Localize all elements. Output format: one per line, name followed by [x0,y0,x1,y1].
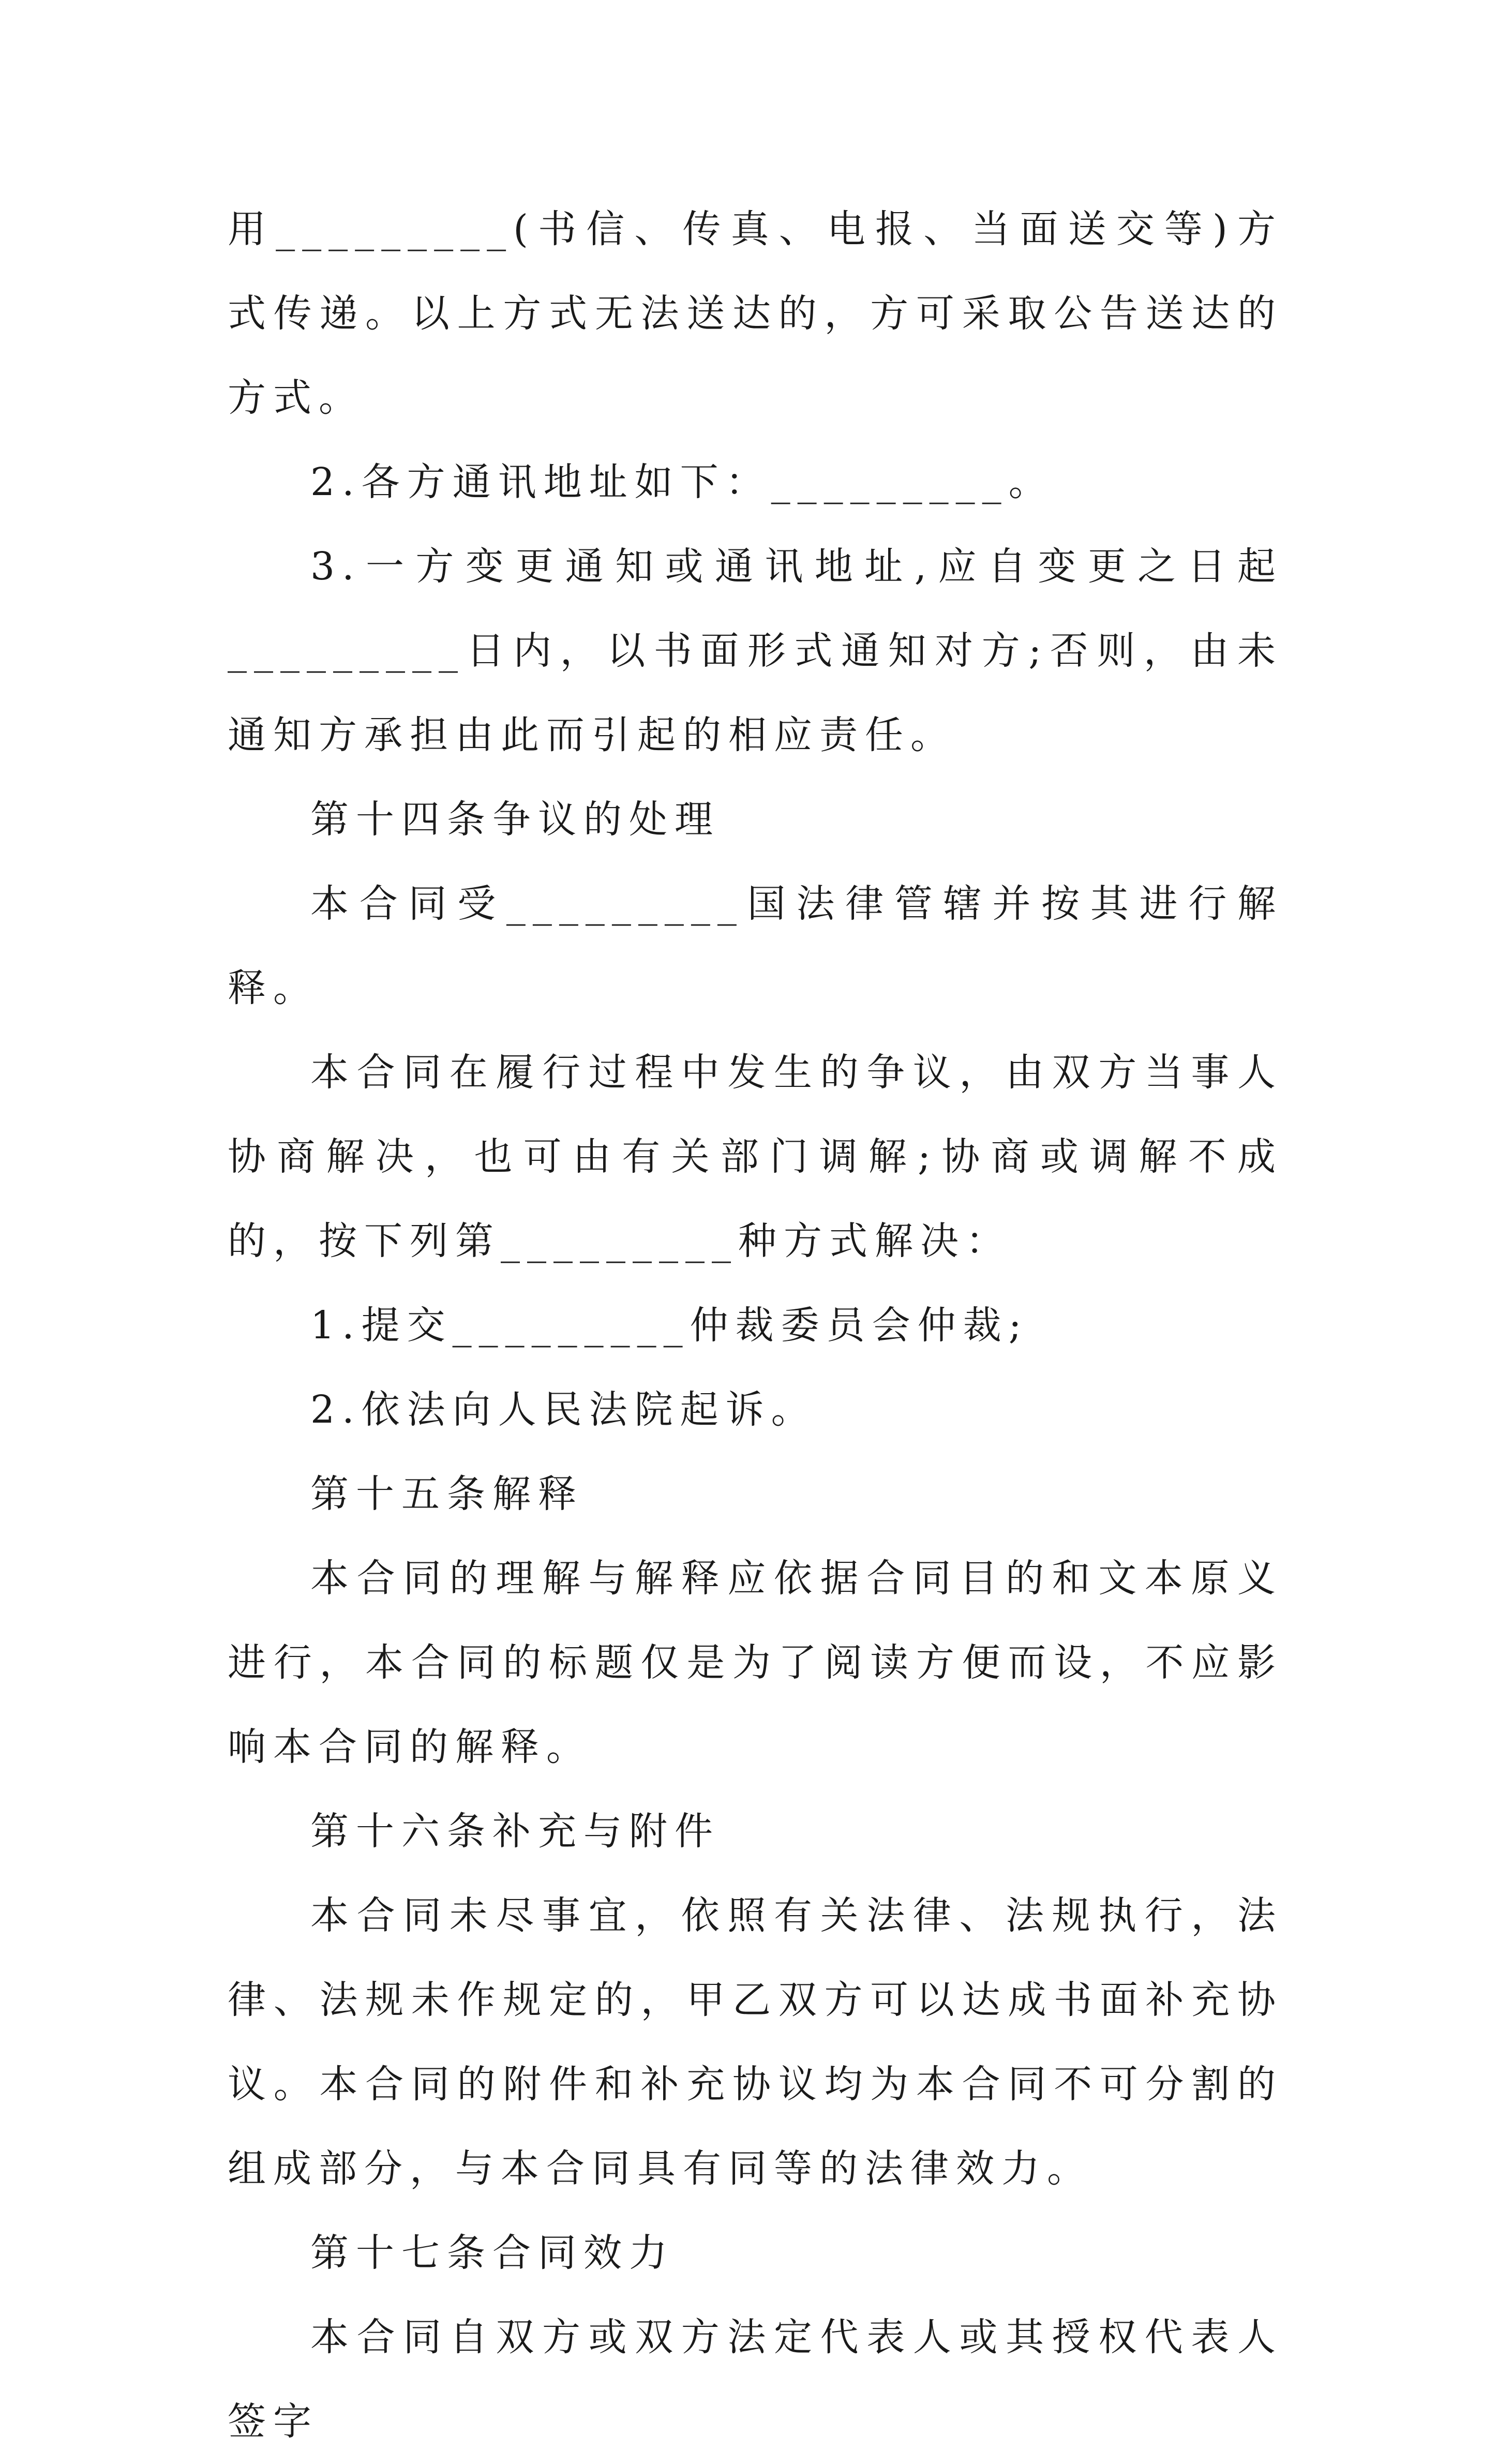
article-17-heading: 第十七条合同效力 [310,2231,675,2275]
article-16-heading: 第十六条补充与附件 [310,1809,720,1854]
paragraph-address-change: 3.一方变更通知或通讯地址,应自变更之日起_________日内，以书面形式通知对方;否则，由未通知方承担由此而引起的相应责任。 [228,544,1283,757]
article-15-heading: 第十五条解释 [310,1472,583,1516]
paragraph-supplements: 本合同未尽事宜，依照有关法律、法规执行，法律、法规未作规定的，甲乙双方可以达成书面补充协议。本合同的附件和补充协议均为本合同不可分割的组成部分，与本合同具有同等的法律效力。 [228,1893,1283,2191]
paragraph-addresses: 2.各方通讯地址如下：_________。 [310,460,1054,504]
paragraph-effectiveness: 本合同自双方或双方法定代表人或其授权代表人签字 [228,2315,1283,2444]
article-14-heading: 第十四条争议的处理 [310,797,720,842]
paragraph-litigation: 2.依法向人民法院起诉。 [310,1387,817,1432]
paragraph-interpretation: 本合同的理解与解释应依据合同目的和文本原义进行，本合同的标题仅是为了阅读方便而设，不应影响本合同的解释。 [228,1556,1283,1769]
paragraph-delivery-methods: 用_________(书信、传真、电报、当面送交等)方式传递。以上方式无法送达的，方可采取公告送达的方式。 [228,207,1283,420]
paragraph-governing-law: 本合同受_________国法律管辖并按其进行解释。 [228,882,1283,1010]
paragraph-arbitration: 1.提交_________仲裁委员会仲裁; [310,1303,1029,1348]
contract-text-body [228,187,1283,2464]
paragraph-dispute-resolution: 本合同在履行过程中发生的争议，由双方当事人协商解决，也可由有关部门调解;协商或调解不成的，按下列第_________种方式解决： [228,1050,1283,1263]
